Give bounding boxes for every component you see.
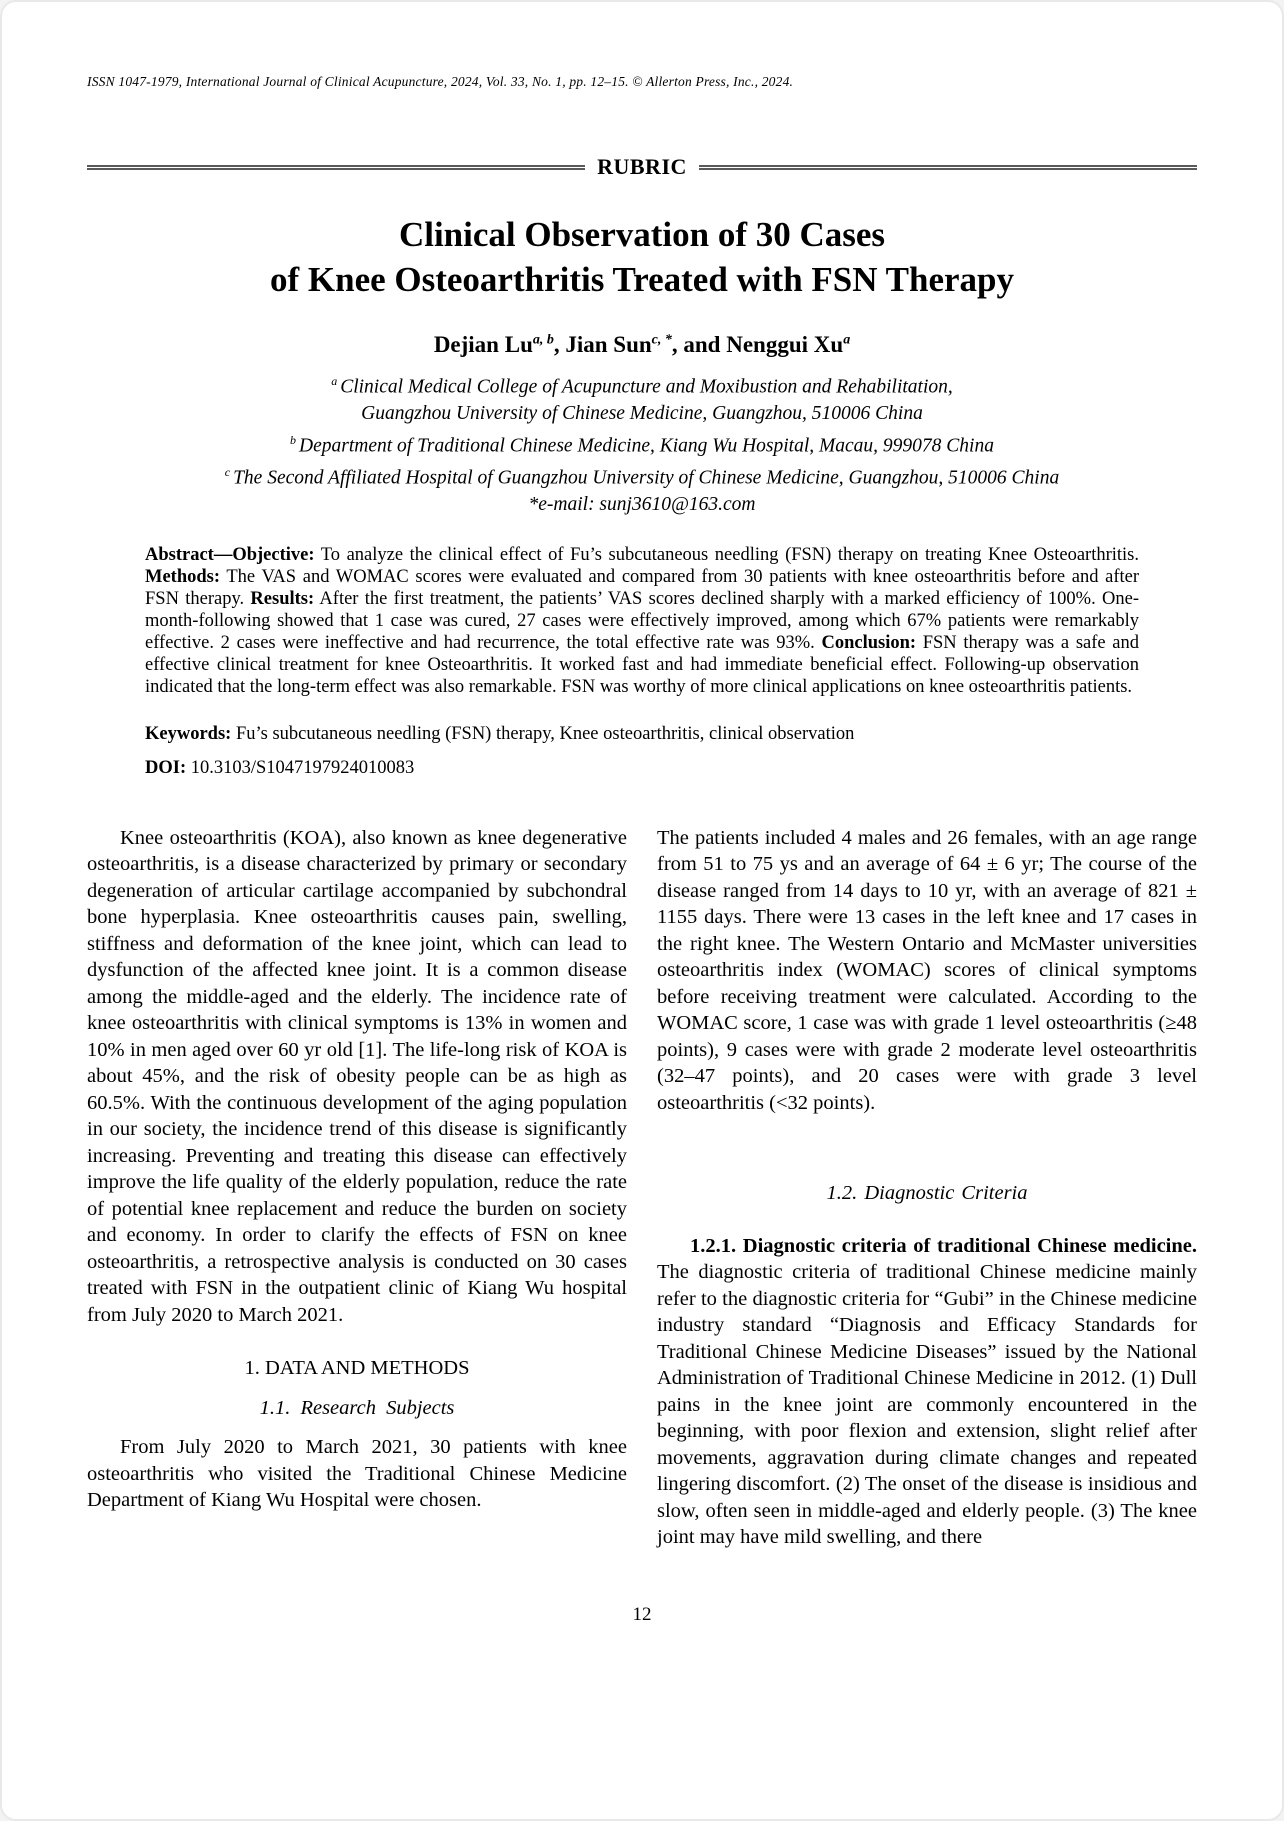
doi-label: DOI: bbox=[145, 757, 187, 778]
rubric-rule-right bbox=[699, 165, 1197, 170]
affiliation-b-text: Department of Traditional Chinese Medicine, Kiang Wu Hospital, Macau, 999078 China bbox=[299, 435, 994, 456]
author-2 bbox=[554, 332, 672, 357]
section-1-heading: 1. DATA AND METHODS bbox=[244, 1357, 470, 1379]
body-columns bbox=[87, 825, 1197, 1551]
author-line bbox=[87, 332, 1197, 358]
author-2-affil-mark: c, * bbox=[651, 332, 672, 348]
affiliation-a-mark: a bbox=[331, 374, 341, 388]
page-number: 12 bbox=[632, 1604, 652, 1625]
author-3-affil-mark: a bbox=[843, 332, 851, 348]
article-title-line-2: of Knee Osteoarthritis Treated with FSN Therapy bbox=[269, 260, 1015, 299]
author-2-pre: , bbox=[553, 332, 566, 357]
author-1-affil-mark: a, b bbox=[532, 332, 554, 348]
affiliation-c-text: The Second Affiliated Hospital of Guangzhou University of Chinese Medicine, Guangzhou, 510006 China bbox=[233, 467, 1060, 489]
affiliation-c-mark: c bbox=[224, 465, 234, 479]
author-1 bbox=[434, 332, 554, 357]
abstract-objective-text: To analyze the clinical effect of Fu’s subcutaneous needling (FSN) therapy on treating Knee Osteoarthritis. bbox=[314, 544, 1139, 565]
abstract-results-label: Results: bbox=[250, 588, 315, 609]
keywords-text: Fu’s subcutaneous needling (FSN) therapy, Knee osteoarthritis, clinical observation bbox=[231, 723, 855, 744]
journal-header-line: ISSN 1047-1979, International Journal of Clinical Acupuncture, 2024, Vol. 33, No. 1, pp. 12–15. © Allerton Press, Inc., 2024. bbox=[87, 74, 794, 89]
abstract-methods-text: The VAS and WOMAC scores were evaluated and compared from 30 patients with knee osteoarthritis before and after FSN therapy. bbox=[145, 566, 1139, 609]
rubric-banner bbox=[87, 154, 1197, 180]
affiliation-c bbox=[87, 459, 1197, 492]
abstract bbox=[145, 544, 1139, 698]
author-2-name: Jian Sun bbox=[565, 332, 652, 357]
abstract-methods-label: Methods: bbox=[145, 566, 221, 587]
abstract-objective-label: Abstract—Objective: bbox=[145, 544, 315, 565]
author-3 bbox=[672, 332, 850, 357]
rubric-rule-left bbox=[87, 165, 585, 170]
abstract-results-text: After the first treatment, the patients’ VAS scores declined sharply with a marked efficiency of 100%. One-month-following showed that 1 case was cured, 27 cases were effectively improved, among which 67% patients were remarkably effective. 2 cases were ineffective and had recurrence, the total effective rate was 93%. bbox=[145, 588, 1139, 653]
rubric-label: RUBRIC bbox=[597, 154, 687, 179]
right-column bbox=[657, 825, 1197, 1551]
affiliation-b-mark: b bbox=[290, 432, 300, 447]
affiliation-b bbox=[87, 427, 1197, 460]
article-title bbox=[87, 212, 1197, 302]
affiliations-block bbox=[87, 368, 1197, 518]
author-3-pre: , and bbox=[671, 332, 727, 357]
affiliation-a-text: Clinical Medical College of Acupuncture and Moxibustion and Rehabilitation, Guangzhou University of Chinese Medicine, Guangzhou, 510006 China bbox=[340, 376, 953, 424]
keywords-line bbox=[145, 724, 1139, 745]
section-1-2-1-run-in-label: 1.2.1. Diagnostic criteria of traditional Chinese medicine. bbox=[690, 1234, 1197, 1257]
section-1-1-heading: 1.1. Research Subjects bbox=[259, 1396, 455, 1419]
page-content bbox=[2, 74, 1282, 1551]
left-column bbox=[87, 825, 627, 1551]
abstract-conclusion-text: FSN therapy was a safe and effective clinical treatment for knee Osteoarthritis. It worked fast and had immediate beneficial effect. Following-up observation indicated that the long-term effect was also remarkable. FSN was worthy of more clinical applications on knee osteoarthritis patients. bbox=[145, 632, 1140, 697]
corresponding-email: *e-mail: sunj3610@163.com bbox=[528, 493, 756, 515]
keywords-label: Keywords: bbox=[145, 723, 232, 744]
section-1-2-heading: 1.2. Diagnostic Criteria bbox=[826, 1182, 1028, 1204]
author-3-name: Nenggui Xu bbox=[726, 332, 844, 357]
intro-paragraph: Knee osteoarthritis (KOA), also known as knee degenerative osteoarthritis, is a disease characterized by primary or secondary degeneration of articular cartilage accompanied by subchondral bone hyperplasia. Knee osteoarthritis causes pain, swelling, stiffness and deformation of the knee joint, which can lead to dysfunction of the affected knee joint. It is a common disease among the middle-aged and the elderly. The incidence rate of knee osteoarthritis with clinical symptoms is 13% in women and 10% in men aged over 60 yr old [1]. The life-long risk of KOA is about 45%, and the risk of obesity people can be as high as 60.5%. With the continuous development of the aging population in our society, the incidence trend of this disease is significantly increasing. Preventing and treating this disease can effectively improve the life quality of the elderly population, reduce the rate of potential knee replacement and reduce the burden on society and economy. In order to clarify the effects of FSN on knee osteoarthritis, a retrospective analysis is conducted on 30 cases treated with FSN in the outpatient clinic of Kiang Wu hospital from July 2020 to March 2021. bbox=[87, 826, 627, 1326]
diagnostic-criteria-text: The diagnostic criteria of traditional Chinese medicine mainly refer to the diagnostic criteria for “Gubi” in the Chinese medicine industry standard “Diagnosis and Efficacy Standards for Traditional Chinese Medicine Diseases” issued by the National Administration of Traditional Chinese Medicine in 2012. (1) Dull pains in the knee joint are commonly encountered in the beginning, with poor flexion and extension, slight relief after movements, aggravation during climate changes and repeated lingering discomfort. (2) The onset of the disease is insidious and slow, often seen in middle-aged and elderly people. (3) The knee joint may have mild swelling, and there bbox=[657, 1261, 1197, 1548]
affiliation-a bbox=[292, 368, 992, 427]
doi-line bbox=[145, 758, 1139, 779]
article-title-line-1: Clinical Observation of 30 Cases bbox=[398, 215, 886, 254]
diagnostic-criteria-paragraph bbox=[657, 1233, 1197, 1551]
abstract-conclusion-label: Conclusion: bbox=[821, 632, 917, 653]
patients-paragraph: The patients included 4 males and 26 females, with an age range from 51 to 75 ys and an average of 64 ± 6 yr; The course of the disease ranged from 14 days to 10 yr, with an average of 821 ± 1155 days. There were 13 cases in the left knee and 17 cases in the right knee. The Western Ontario and McMaster universities osteoarthritis index (WOMAC) scores of clinical symptoms before receiving treatment were calculated. According to the WOMAC score, 1 case was with grade 1 level osteoarthritis (≥48 points), 9 cases were with grade 2 moderate level osteoarthritis (32–47 points), and 20 cases were with grade 3 level osteoarthritis (<32 points). bbox=[657, 826, 1197, 1114]
research-subjects-paragraph: From July 2020 to March 2021, 30 patients with knee osteoarthritis who visited the Traditional Chinese Medicine Department of Kiang Wu Hospital were chosen. bbox=[87, 1436, 627, 1511]
author-1-name: Dejian Lu bbox=[433, 332, 533, 357]
doi-text: 10.3103/S1047197924010083 bbox=[186, 757, 415, 778]
